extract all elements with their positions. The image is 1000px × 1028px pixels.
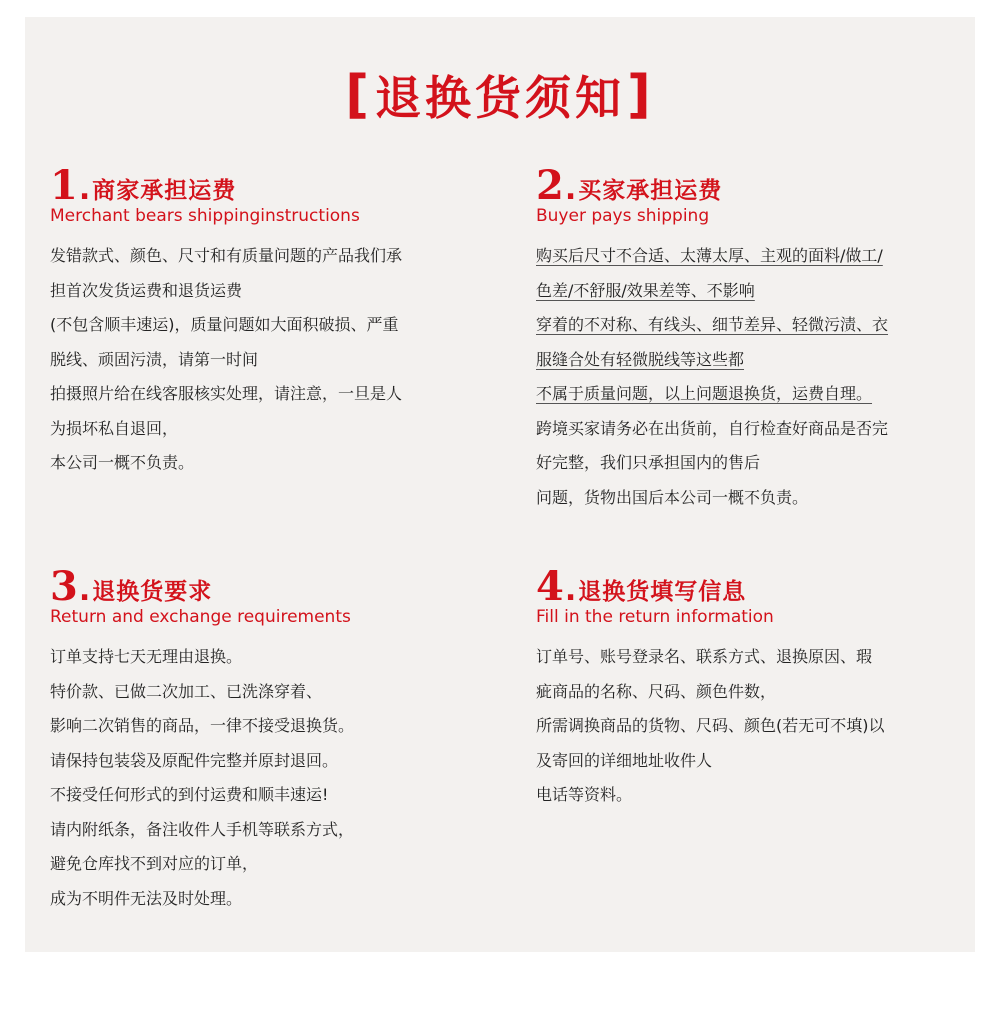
section-subtitle: Return and exchange requirements: [50, 607, 351, 627]
text-line-underlined: 服缝合处有轻微脱线等这些都: [536, 349, 745, 369]
text-line: 不接受任何形式的到付运费和顺丰速运!: [50, 785, 329, 804]
text-line: 请保持包装袋及原配件完整并原封退回。: [50, 750, 339, 770]
section-buyer-shipping: [536, 162, 961, 515]
section-number: 4: [536, 563, 564, 610]
section-title: 买家承担运费: [578, 178, 723, 204]
text-line-underlined: 不属于质量问题，以上问题退换货，运费自理。: [536, 384, 873, 403]
section-title: 退换货要求: [92, 579, 213, 605]
section-title: 商家承担运费: [92, 178, 237, 204]
text-line: 拍摄照片给在线客服核实处理，请注意，一旦是人: [50, 384, 403, 403]
section-number: 2: [536, 162, 564, 209]
section-body: [50, 239, 490, 481]
text-line: 避免仓库找不到对应的订单，: [50, 854, 259, 873]
number-dot: .: [78, 573, 91, 608]
section-merchant-shipping: [50, 162, 490, 481]
number-dot: .: [564, 573, 577, 608]
text-line: 担首次发货运费和退货运费: [50, 280, 243, 300]
section-subtitle: Fill in the return information: [536, 607, 774, 627]
text-line: 影响二次销售的商品，一律不接受退换货。: [50, 716, 355, 735]
section-number: 3: [50, 563, 78, 610]
text-line: 发错款式、颜色、尺寸和有质量问题的产品我们承: [50, 246, 403, 265]
section-subtitle: Merchant bears shippinginstructions: [50, 206, 360, 226]
section-body: [536, 640, 961, 813]
section-title: 退换货填写信息: [578, 579, 747, 605]
page-title: [25, 65, 975, 125]
text-line-underlined: 穿着的不对称、有线头、细节差异、轻微污渍、衣: [536, 315, 889, 334]
text-line: 脱线、顽固污渍，请第一时间: [50, 349, 259, 369]
text-line: 订单号、账号登录名、联系方式、退换原因、瑕: [536, 647, 873, 666]
text-line: 电话等资料。: [536, 785, 633, 804]
text-line: 及寄回的详细地址收件人: [536, 750, 713, 770]
number-dot: .: [564, 172, 577, 207]
section-body: [50, 640, 490, 916]
text-line: 好完整，我们只承担国内的售后: [536, 453, 761, 472]
section-return-info: [536, 563, 961, 813]
section-subtitle: Buyer pays shipping: [536, 206, 710, 226]
section-heading: [50, 162, 490, 209]
notice-card: [25, 17, 975, 952]
number-dot: .: [78, 172, 91, 207]
text-line: 请内附纸条，备注收件人手机等联系方式，: [50, 819, 355, 839]
section-heading: [50, 563, 490, 610]
text-line: 成为不明件无法及时处理。: [50, 888, 243, 908]
text-line-underlined: 购买后尺寸不合适、太薄太厚、主观的面料/做工/: [536, 246, 883, 265]
text-line: 问题，货物出国后本公司一概不负责。: [536, 487, 809, 507]
text-line: 跨境买家请务必在出货前，自行检查好商品是否完: [536, 418, 889, 438]
section-heading: [536, 563, 961, 610]
section-heading: [536, 162, 961, 209]
text-line: 特价款、已做二次加工、已洗涤穿着、: [50, 681, 323, 701]
bracket-left: [: [345, 65, 373, 125]
section-number: 1: [50, 162, 78, 209]
page-title-text: 退换货须知: [375, 71, 625, 125]
text-line-underlined: 色差/不舒服/效果差等、不影响: [536, 280, 755, 300]
text-line: 所需调换商品的货物、尺码、颜色(若无可不填)以: [536, 716, 885, 735]
section-return-requirements: [50, 563, 490, 916]
section-body: [536, 239, 961, 515]
bracket-right: ]: [627, 65, 655, 125]
text-line: (不包含顺丰速运)，质量问题如大面积破损、严重: [50, 315, 399, 334]
text-line: 疵商品的名称、尺码、颜色件数，: [536, 681, 777, 701]
text-line: 本公司一概不负责。: [50, 453, 195, 472]
text-line: 为损坏私自退回，: [50, 418, 179, 438]
text-line: 订单支持七天无理由退换。: [50, 647, 243, 666]
